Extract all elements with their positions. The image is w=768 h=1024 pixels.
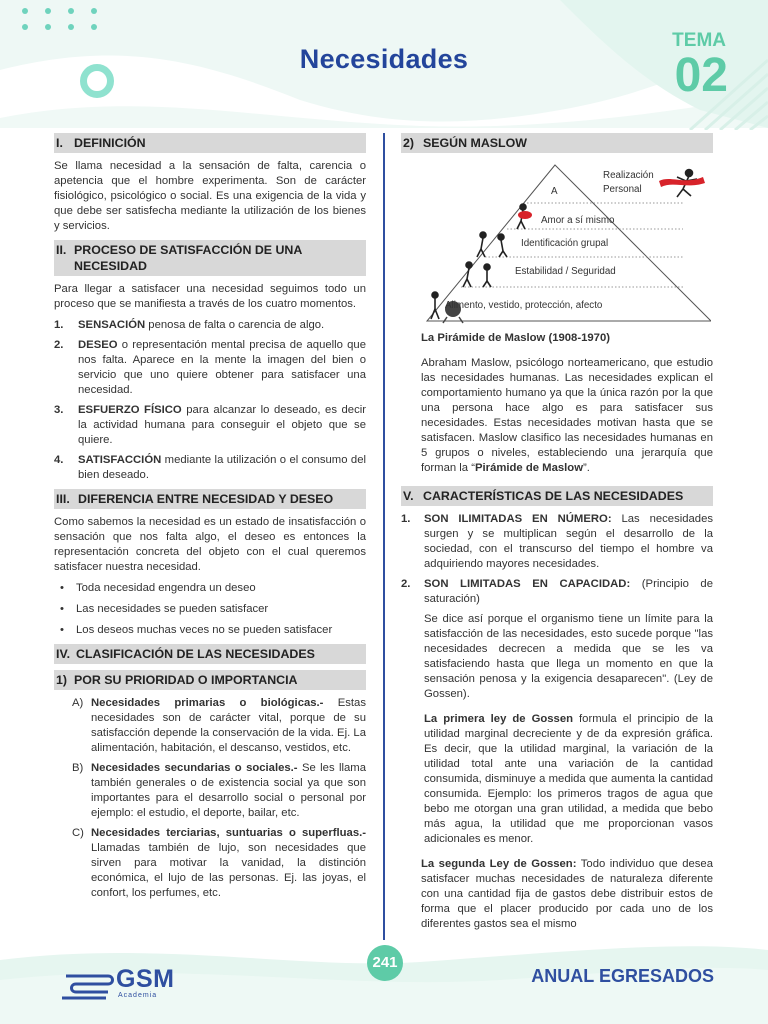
decor-dot	[91, 8, 97, 14]
section-number: I.	[56, 136, 63, 150]
list-item	[401, 577, 713, 607]
decor-dot	[22, 24, 28, 30]
decor-dot	[68, 8, 74, 14]
pyramid-level-label: Alimento, vestido, protección, afecto	[445, 300, 603, 311]
footer-brand: ANUAL EGRESADOS	[531, 966, 714, 986]
decor-dot	[45, 8, 51, 14]
proceso-steps-list	[54, 318, 366, 483]
section-heading-clasificacion	[54, 644, 366, 664]
diferencia-paragraph: Como sabemos la necesidad es un estado de insatisfacción o sensación que nos falta algo, el deseo es entonces la representación concreta del objeto con el cual queremos satisfacer nuestra necesidad.	[54, 516, 366, 573]
bullet-icon: •	[60, 624, 64, 636]
section-number: II.	[56, 243, 67, 257]
item-text: Estas necesidades son de carácter vital, porque de su satisfacción depende la conservación de la vida. Ej. La alimentación, habitación, el descanso, vestidos, etc.	[91, 697, 366, 754]
logo-subtitle: Academia	[118, 992, 158, 999]
section-heading-proceso	[54, 240, 366, 276]
list-item	[54, 623, 366, 638]
pyramid-top-label-line1: Realización	[603, 170, 654, 181]
pyramid-apex-label: A	[551, 186, 558, 197]
decor-dot	[68, 24, 74, 30]
list-item	[72, 761, 366, 821]
item-letter: A)	[72, 697, 84, 709]
item-letter: B)	[72, 762, 84, 774]
page-number: 241	[367, 945, 403, 981]
left-column	[54, 133, 366, 906]
section-title: DEFINICIÓN	[74, 136, 146, 150]
item-term: Necesidades secundarias o sociales.-	[91, 762, 298, 774]
maslow-term: Pirámide de Maslow	[475, 462, 583, 474]
subsection-number: 2)	[403, 136, 415, 150]
list-item	[54, 581, 366, 596]
item-term: SON ILIMITADAS EN NÚMERO:	[424, 513, 612, 525]
maslow-pyramid-figure	[421, 159, 711, 325]
bullet-icon: •	[60, 603, 64, 615]
section-title: DIFERENCIA ENTRE NECESIDAD Y DESEO	[78, 492, 334, 506]
list-item	[401, 512, 713, 572]
logo-wordmark: GSM	[116, 965, 175, 993]
pyramid-caption: La Pirámide de Maslow (1908-1970)	[421, 332, 610, 344]
list-item	[54, 403, 366, 448]
primera-ley-term: La primera ley de Gossen	[424, 713, 574, 725]
item-text: o representación mental precisa de aquello que nos falta. Aparece en la mente la imagen del bien o servicio que uno quiere obtener para satisfacer una necesidad.	[78, 339, 366, 396]
list-item	[72, 696, 366, 756]
maslow-text: Abraham Maslow, psicólogo norteamericano, que estudio las necesidades humanas. Las necesidades explican el comportamiento humano ya que la única razón por la que una persona hace algo es para satisfacer sus necesidades. Estas necesidades motivan hasta que se satisfacen. Maslow clasifico las necesidades humanas en 5 grupos o niveles, estableciendo una jerarquía que forman la “	[421, 357, 713, 474]
maslow-paragraph	[421, 356, 713, 476]
item-text: (Principio de saturación)	[424, 578, 713, 605]
list-item	[54, 338, 366, 398]
section-number: V.	[403, 489, 414, 503]
decor-dot	[45, 24, 51, 30]
pyramid-level-label: Estabilidad / Seguridad	[515, 266, 616, 277]
maslow-text-end: ”.	[582, 462, 590, 474]
right-column	[401, 133, 713, 942]
bullet-text: Las necesidades se pueden satisfacer	[76, 603, 269, 615]
primera-ley-text: formula el principio de la utilidad marginal decreciente y de da expresión gráfica. Es decir, que la utilidad marginal, la variación de la utilidad total ante una variación de la cantidad consumida, disminuye a medida que aumenta la cantidad consumida. Ejemplo: los primeros tragos de agua que bebo me otorgan una gran utilidad, a medida que bebo más agua, la utilidad que me proporcionan vasos adicionales es menor.	[424, 713, 713, 845]
item-term: Necesidades terciarias, suntuarias o superfluas.-	[91, 827, 366, 839]
page-title: Necesidades	[299, 44, 469, 74]
column-divider	[383, 133, 385, 940]
bullet-icon: •	[60, 582, 64, 594]
item-number: 3.	[54, 404, 64, 416]
item-number: 1.	[54, 319, 64, 331]
section-title: CARACTERÍSTICAS DE LAS NECESIDADES	[423, 489, 684, 503]
section-heading-diferencia	[54, 489, 366, 509]
section-number: III.	[56, 492, 70, 506]
subsection-heading-maslow	[401, 133, 713, 153]
item-number: 2.	[54, 339, 64, 351]
item-number: 4.	[54, 454, 64, 466]
item-term: SON LIMITADAS EN CAPACIDAD:	[424, 578, 631, 590]
bullet-text: Toda necesidad engendra un deseo	[76, 582, 256, 594]
pyramid-level-label: Identificación grupal	[521, 238, 609, 249]
section-title: CLASIFICACIÓN DE LAS NECESIDADES	[76, 647, 315, 661]
primera-ley-paragraph	[424, 712, 713, 847]
item-term: Necesidades primarias o biológicas.-	[91, 697, 324, 709]
list-item	[54, 318, 366, 333]
item-number: 2.	[401, 578, 411, 590]
item-text: Se les llama también generales o de existencia social ya que son importantes para el desarrollo social o personal por ejemplo: el estudio, el deporte, bailar, etc.	[91, 762, 366, 819]
diferencia-bullets	[54, 581, 366, 638]
section-heading-definicion	[54, 133, 366, 153]
subsection-heading-prioridad	[54, 670, 366, 690]
subsection-number: 1)	[56, 673, 68, 687]
item-number: 1.	[401, 513, 411, 525]
subsection-title: POR SU PRIORIDAD O IMPORTANCIA	[74, 673, 298, 687]
page-header	[0, 0, 768, 130]
section-heading-caracteristicas	[401, 486, 713, 506]
item-term: DESEO	[78, 339, 118, 351]
list-item	[54, 602, 366, 617]
heart-shape	[518, 211, 532, 219]
proceso-intro: Para llegar a satisfacer una necesidad seguimos todo un proceso que se manifiesta a través de los cuatro momentos.	[54, 283, 366, 310]
tema-label: TEMA	[672, 30, 726, 51]
clasificacion-list	[72, 696, 366, 901]
item-text: Las necesidades surgen y se multiplican según el desarrollo de la sociedad, con el transcurso del tiempo el hombre va adquiriendo mayores necesidades.	[424, 513, 714, 570]
section-title: PROCESO DE SATISFACCIÓN DE UNA NECESIDAD	[74, 243, 302, 273]
tema-number: 02	[674, 49, 728, 102]
decor-dot	[91, 24, 97, 30]
item-term: ESFUERZO FÍSICO	[78, 404, 182, 416]
list-item	[72, 826, 366, 901]
segunda-ley-term: La segunda Ley de Gossen:	[421, 858, 577, 870]
pyramid-top-label-line2: Personal	[603, 184, 642, 195]
section-number: IV.	[56, 647, 71, 661]
list-item	[54, 453, 366, 483]
bullet-text: Los deseos muchas veces no se pueden satisfacer	[76, 624, 333, 636]
subsection-title: SEGÚN MASLOW	[423, 136, 527, 150]
item-text: para alcanzar lo deseado, es decir la actividad humana para conseguir el objeto que se quiere.	[78, 404, 366, 446]
caracteristicas-list	[401, 512, 713, 607]
item-text: mediante la utilización o el consumo del bien deseado.	[78, 454, 366, 481]
item-text: penosa de falta o carencia de algo.	[145, 319, 325, 331]
segunda-ley-text: Todo individuo que desea satisfacer muchas necesidades de naturaleza diferente con una cantidad fija de gastos debe distribuir estos de forma que el placer producido por cada uno de los diferentes gastos sea el mismo	[421, 858, 713, 930]
item-term: SATISFACCIÓN	[78, 454, 162, 466]
item-text: Llamadas también de lujo, son necesidades que sirven para motivar la vanidad, la distinción económica, el lujo de las personas. Ej. las joyas, el confort, los perfumes, etc.	[91, 842, 366, 899]
decor-dot	[22, 8, 28, 14]
pyramid-level-label: Amor a sí mismo	[541, 215, 615, 226]
item-term: SENSACIÓN	[78, 319, 146, 331]
segunda-ley-paragraph	[421, 857, 713, 932]
saturacion-paragraph: Se dice así porque el organismo tiene un límite para la satisfacción de las necesidades, esto sucede porque "las necesidades decrecen a medida que se les va satisfaciendo hasta que llega un momento en que la sensación penosa y la exigencia desaparecen". (Ley de Gossen).	[424, 613, 713, 700]
definition-paragraph: Se llama necesidad a la sensación de falta, carencia o apetencia que el hombre experimenta. Son de carácter fisiológico, psicológico o social. Es una exigencia de la vida y que debe ser satisfecha mediante la utilización de los bienes y servicios.	[54, 160, 366, 232]
item-letter: C)	[72, 827, 84, 839]
